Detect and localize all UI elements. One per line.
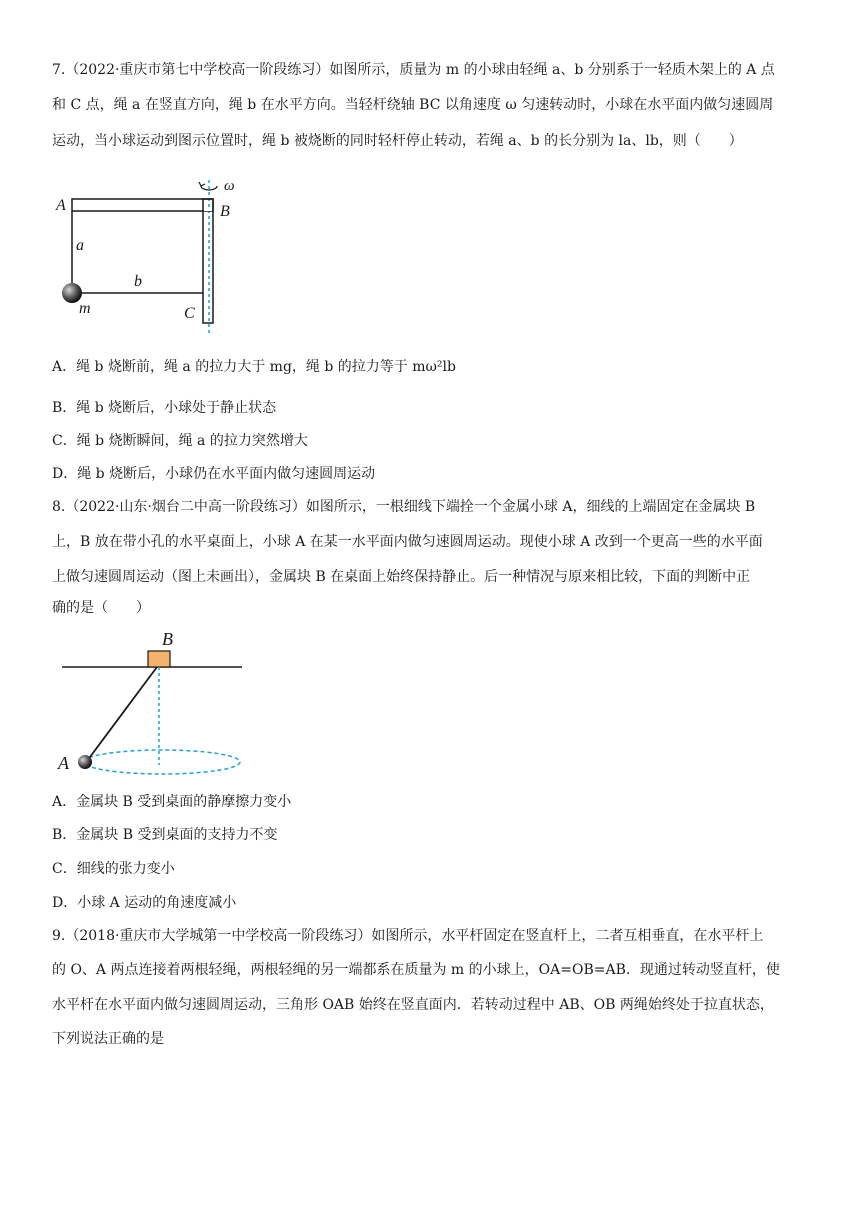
q8-figure [52, 625, 252, 777]
q8-ball-A [78, 755, 92, 769]
q7-text-line-3: 运动，当小球运动到图示位置时，绳 b 被烧断的同时轻杆停止转动，若绳 a、b 的长分别为 la、lb，则（ ） [52, 133, 743, 149]
q8-text-line-4: 确的是（ ） [52, 600, 150, 616]
q7-label-C: C [184, 305, 195, 322]
q7-frame-vertical-bar [203, 199, 213, 323]
q8-option-c: C．细线的张力变小 [52, 861, 175, 877]
q9-text-line-4: 下列说法正确的是 [52, 1031, 164, 1047]
q8-option-d: D．小球 A 运动的角速度减小 [52, 895, 237, 911]
q8-label-A: A [58, 753, 69, 773]
q7-label-a: a [76, 237, 84, 254]
q8-string [87, 667, 157, 761]
q7-frame-top-bar [72, 199, 213, 211]
q8-block-B [148, 651, 170, 667]
q7-label-b: b [134, 273, 142, 290]
q9-text-line-3: 水平杆在水平面内做匀速圆周运动，三角形 OAB 始终在竖直面内．若转动过程中 AB、OB 两绳始终处于拉直状态， [52, 997, 774, 1013]
q7-figure [52, 172, 272, 337]
q9-text-line-1: 9.（2018·重庆市大学城第一中学校高一阶段练习）如图所示，水平杆固定在竖直杆上，二者互相垂直，在水平杆上 [52, 928, 764, 944]
q7-label-omega: ω [224, 178, 235, 194]
q7-option-d: D．绳 b 烧断后，小球仍在水平面内做匀速圆周运动 [52, 466, 376, 482]
q7-option-a: A．绳 b 烧断前，绳 a 的拉力大于 mg，绳 b 的拉力等于 mω²lb [52, 359, 456, 375]
q7-option-c: C．绳 b 烧断瞬间，绳 a 的拉力突然增大 [52, 433, 308, 449]
q7-label-A: A [56, 197, 66, 214]
q8-text-line-1: 8.（2022·山东·烟台二中高一阶段练习）如图所示，一根细线下端拴一个金属小球 A，细线的上端固定在金属块 B [52, 499, 756, 515]
q8-option-a: A．金属块 B 受到桌面的静摩擦力变小 [52, 794, 292, 810]
q8-label-B: B [162, 629, 173, 649]
q8-orbit-dashed [84, 750, 240, 774]
q7-text-line-1: 7.（2022·重庆市第七中学校高一阶段练习）如图所示，质量为 m 的小球由轻绳 a、b 分别系于一轻质木架上的 A 点 [52, 62, 775, 78]
q8-text-line-2: 上，B 放在带小孔的水平桌面上，小球 A 在某一水平面内做匀速圆周运动。现使小球 A 改到一个更高一些的水平面 [52, 534, 763, 550]
q7-label-m: m [79, 300, 91, 317]
q8-option-b: B．金属块 B 受到桌面的支持力不变 [52, 827, 278, 843]
q9-text-line-2: 的 O、A 两点连接着两根轻绳，两根轻绳的另一端都系在质量为 m 的小球上，OA=OB=AB．现通过转动竖直杆，使 [52, 962, 780, 978]
q7-label-B: B [220, 203, 230, 220]
q8-text-line-3: 上做匀速圆周运动（图上未画出），金属块 B 在桌面上始终保持静止。后一种情况与原来相比较，下面的判断中正 [52, 569, 751, 585]
q7-text-line-2: 和 C 点，绳 a 在竖直方向，绳 b 在水平方向。当轻杆绕轴 BC 以角速度 ω 匀速转动时，小球在水平面内做匀速圆周 [52, 97, 774, 113]
q7-option-b: B．绳 b 烧断后，小球处于静止状态 [52, 400, 277, 416]
